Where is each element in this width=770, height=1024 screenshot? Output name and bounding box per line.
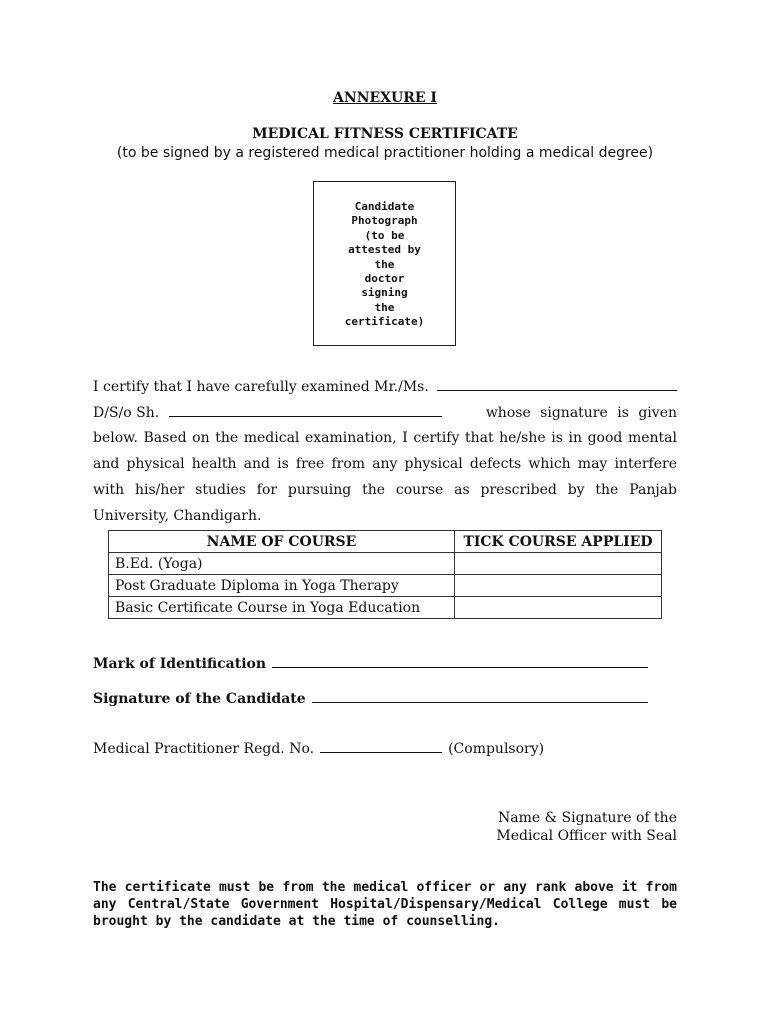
photograph-box: [313, 181, 456, 346]
regd-compulsory-note: (Compulsory): [448, 741, 545, 757]
photo-line: certificate): [344, 315, 425, 329]
regd-number-blank[interactable]: [320, 740, 442, 753]
candidate-signature-blank[interactable]: [312, 690, 648, 703]
table-row: [109, 597, 662, 619]
course-name-cell: Post Graduate Diploma in Yoga Therapy: [109, 575, 455, 597]
course-table: [108, 530, 662, 619]
photo-line: doctor: [364, 272, 405, 286]
annexure-heading: ANNEXURE I: [333, 90, 437, 106]
officer-line-1: Name & Signature of the: [498, 810, 677, 826]
photo-line: Photograph: [351, 214, 418, 228]
photo-line: the: [374, 257, 395, 271]
table-row: [109, 553, 662, 575]
mark-of-identification-field: [93, 655, 648, 672]
certification-paragraph: [93, 375, 677, 529]
photo-line: the: [374, 300, 395, 314]
photo-line: attested by: [348, 243, 421, 257]
tick-cell[interactable]: [455, 597, 662, 619]
certificate-title: MEDICAL FITNESS CERTIFICATE: [252, 126, 518, 142]
candidate-signature-label: Signature of the Candidate: [93, 691, 306, 707]
photo-line: (to be: [364, 228, 405, 242]
parent-name-label: D/S/o Sh.: [93, 404, 160, 421]
course-name-cell: Basic Certificate Course in Yoga Education: [109, 597, 455, 619]
parent-name-line: [93, 401, 677, 427]
header-tick-course: TICK COURSE APPLIED: [455, 531, 662, 553]
parent-name-blank[interactable]: [169, 404, 442, 417]
officer-line-2: Medical Officer with Seal: [496, 828, 677, 844]
tick-cell[interactable]: [455, 553, 662, 575]
medical-officer-signature-block: [496, 809, 677, 845]
photo-line: signing: [361, 286, 408, 300]
header-course-name: NAME OF COURSE: [109, 531, 455, 553]
signature-given-text: whose signature is given: [485, 404, 677, 421]
table-header-row: [109, 531, 662, 553]
course-name-cell: B.Ed. (Yoga): [109, 553, 455, 575]
table-row: [109, 575, 662, 597]
candidate-name-label: I certify that I have carefully examined Mr./Ms.: [93, 379, 429, 395]
candidate-name-blank[interactable]: [437, 378, 677, 391]
candidate-name-line: [93, 375, 677, 401]
candidate-signature-field: [93, 690, 648, 707]
regd-number-field: [93, 740, 544, 757]
photo-line: Candidate: [354, 200, 415, 213]
certificate-note: The certificate must be from the medical officer or any rank above it from any Central/State Government Hospital/Dispensary/Medical College must be brought by the candidate at the time of counselling.: [93, 880, 677, 929]
mark-of-identification-label: Mark of Identification: [93, 656, 267, 672]
photograph-instructions: [337, 200, 432, 330]
certificate-subtitle: (to be signed by a registered medical practitioner holding a medical degree): [116, 145, 654, 161]
mark-of-identification-blank[interactable]: [272, 655, 648, 668]
regd-number-label: Medical Practitioner Regd. No.: [93, 741, 315, 757]
tick-cell[interactable]: [455, 575, 662, 597]
certification-body: below. Based on the medical examination, I certify that he/she is in good mental and physical health and is free from any physical defects which may interfere with his/her studies for pursuing the course as prescribed by the Panjab University, Chandigarh.: [93, 430, 677, 524]
